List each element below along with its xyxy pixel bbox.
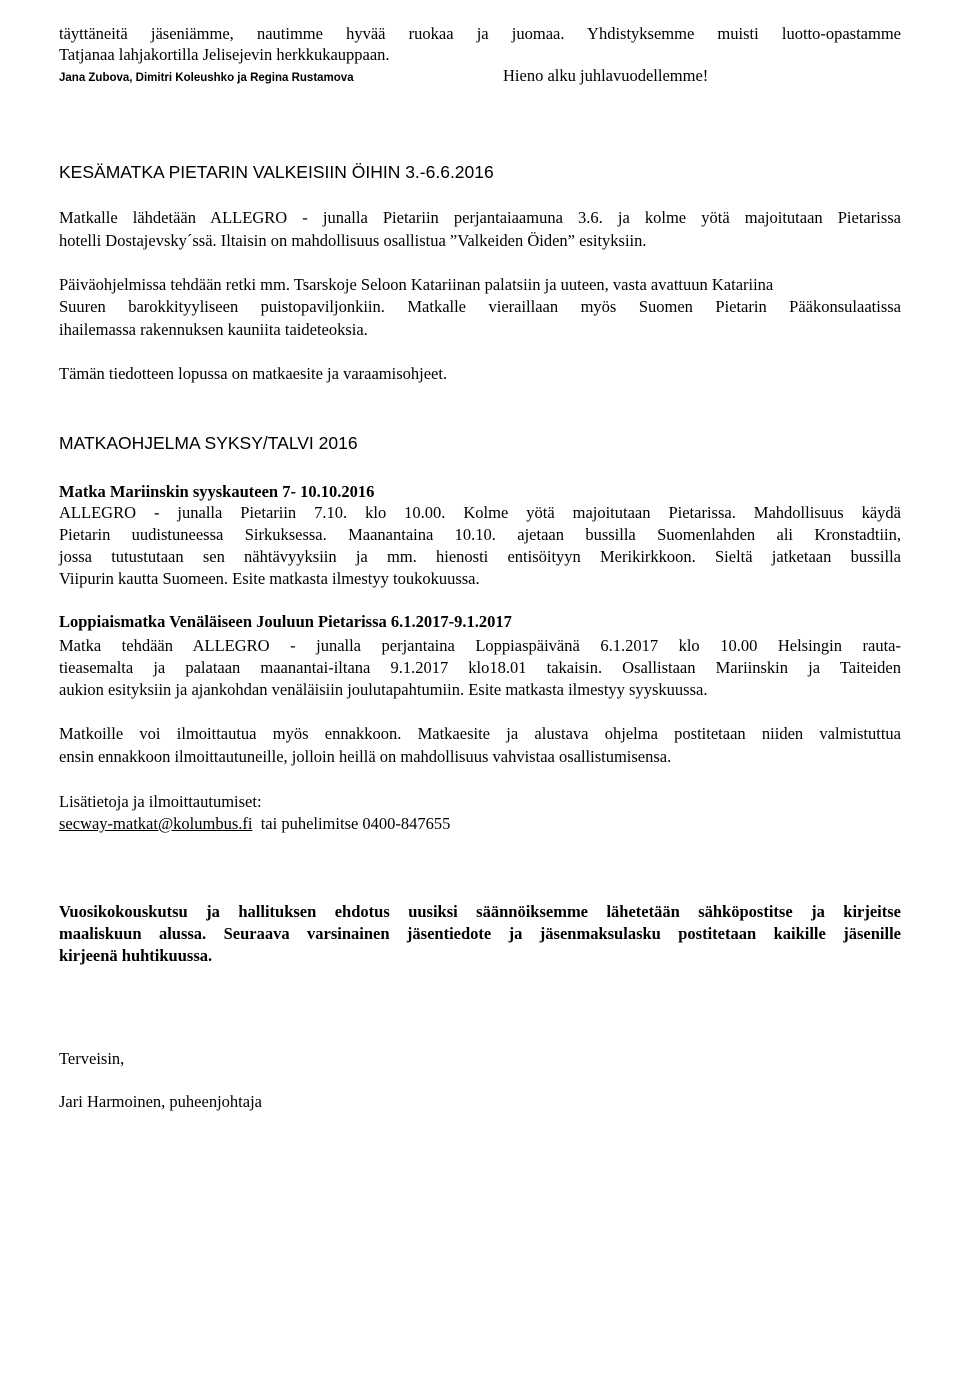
- summer-trip-p2-line-3: ihailemassa rakennuksen kauniita taideteoksia.: [59, 320, 368, 339]
- summer-trip-p1-line-2: hotelli Dostajevsky´ssä. Iltaisin on mahdollisuus osallistua ”Valkeiden Öiden” esityksiin.: [59, 231, 647, 250]
- summer-trip-p1-line-1: Matkalle lähdetään ALLEGRO - junalla Pietariin perjantaiaamuna 3.6. ja kolme yötä majoitutaan Pietarissa: [59, 208, 901, 227]
- contact-label: Lisätietoja ja ilmoittautumiset:: [59, 792, 262, 811]
- summer-trip-p2-line-1: Päiväohjelmissa tehdään retki mm. Tsarskoje Seloon Katariinan palatsiin ja uuteen, vasta avattuun Katariina: [59, 275, 774, 294]
- summer-trip-p2-line-2: Suuren barokkityyliseen puistopaviljonkiin. Matkalle vieraillaan myös Suomen Pietarin Pääkonsulaatissa: [59, 297, 901, 316]
- advance-line-1: Matkoille voi ilmoittautua myös ennakkoon. Matkaesite ja alustava ohjelma postitetaan niiden valmistuttua: [59, 724, 901, 743]
- advance-line-2: ensin ennakkoon ilmoittautuneille, jolloin heillä on mahdollisuus vahvistaa osallistumisensa.: [59, 747, 672, 766]
- phone-text: tai puhelimitse 0400-847655: [252, 814, 451, 833]
- mariinsky-line-1: ALLEGRO - junalla Pietariin 7.10. klo 10.00. Kolme yötä majoitutaan Pietarissa. Mahdollisuus käydä: [59, 503, 901, 522]
- summer-trip-heading: KESÄMATKA PIETARIN VALKEISIIN ÖIHIN 3.-6.6.2016: [59, 162, 494, 182]
- mariinsky-line-3: jossa tutustutaan sen nähtävyyksiin ja mm. hienosti entisöityyn Merikirkkoon. Sieltä jatketaan bussilla: [59, 547, 901, 566]
- mariinsky-line-2: Pietarin uudistuneessa Sirkuksessa. Maanantaina 10.10. ajetaan bussilla Suomenlahden ali Kronstadtiin,: [59, 525, 901, 544]
- mariinsky-line-4: Viipurin kautta Suomeen. Esite matkasta ilmestyy toukokuussa.: [59, 569, 480, 588]
- contact-line: [59, 814, 450, 834]
- christmas-line-3: aukion esityksiin ja ajankohdan venäläisiin joulutapahtumiin. Esite matkasta ilmestyy syyskuussa.: [59, 680, 708, 699]
- intro-line-1: täyttäneitä jäseniämme, nautimme hyvää ruokaa ja juomaa. Yhdistyksemme muisti luotto-opastamme: [59, 24, 901, 43]
- notice-line-2: maaliskuun alussa. Seuraava varsinainen jäsentiedote ja jäsenmaksulasku postitetaan kaikille jäsenille: [59, 924, 901, 943]
- christmas-line-1: Matka tehdään ALLEGRO - junalla perjantaina Loppiaspäivänä 6.1.2017 klo 10.00 Helsingin rauta-: [59, 636, 901, 655]
- intro-greeting: Hieno alku juhlavuodellemme!: [503, 66, 709, 85]
- notice-line-3: kirjeenä huhtikuussa.: [59, 946, 213, 965]
- closing-greeting: Terveisin,: [59, 1049, 125, 1068]
- notice-line-1: Vuosikokouskutsu ja hallituksen ehdotus uusiksi säännöiksemme lähetetään sähköpostitse ja kirjeitse: [59, 902, 901, 921]
- mariinsky-title: Matka Mariinskin syyskauteen 7- 10.10.2016: [59, 482, 375, 501]
- intro-line-2: Tatjanaa lahjakortilla Jelisejevin herkkukauppaan.: [59, 45, 390, 64]
- signature: Jari Harmoinen, puheenjohtaja: [59, 1092, 262, 1111]
- program-heading: MATKAOHJELMA SYKSY/TALVI 2016: [59, 433, 358, 453]
- photo-caption: Jana Zubova, Dimitri Koleushko ja Regina Rustamova: [59, 72, 354, 84]
- christmas-title: Loppiaismatka Venäläiseen Jouluun Pietarissa 6.1.2017-9.1.2017: [59, 612, 512, 631]
- summer-trip-p3: Tämän tiedotteen lopussa on matkaesite ja varaamisohjeet.: [59, 364, 448, 383]
- christmas-line-2: tieasemalta ja palataan maanantai-iltana 9.1.2017 klo18.01 takaisin. Osallistaan Mariinskin ja Taiteiden: [59, 658, 901, 677]
- email-link[interactable]: secway-matkat@kolumbus.fi: [59, 814, 253, 833]
